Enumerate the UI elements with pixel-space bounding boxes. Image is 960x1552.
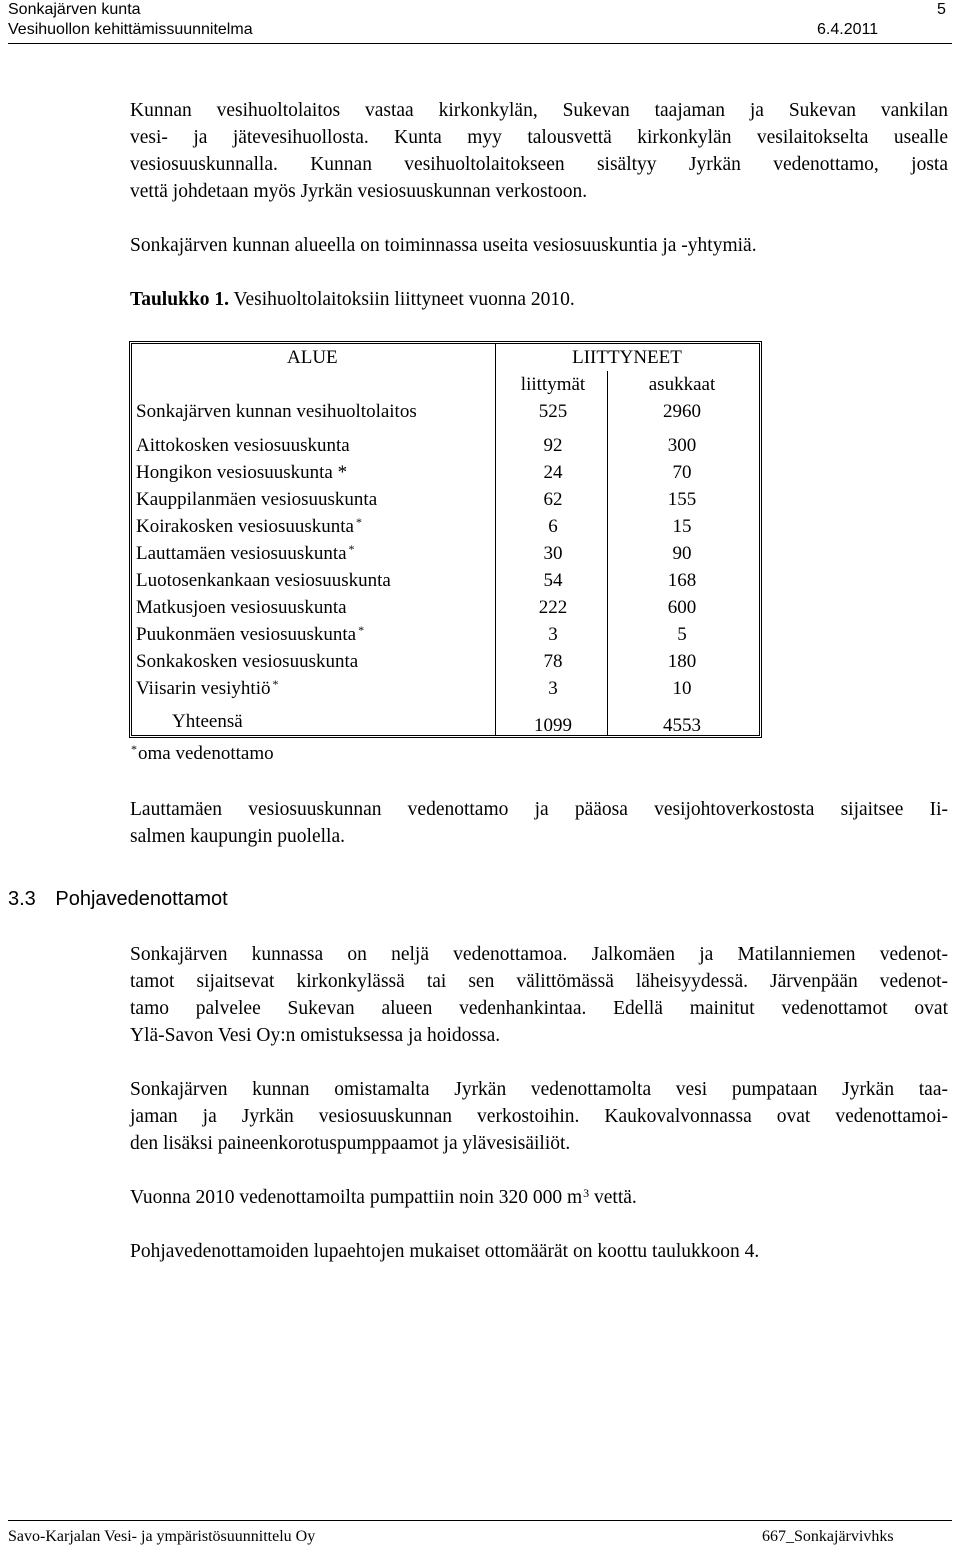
section-heading xyxy=(8,888,228,911)
page-number: 5 xyxy=(937,1,946,18)
intro-paragraph xyxy=(130,97,948,205)
section-paragraph-1 xyxy=(130,941,948,1049)
table-footnote: *oma vedenottamo xyxy=(131,742,274,764)
table-cell-connections: 30 xyxy=(543,543,563,564)
table-cell-connections: 3 xyxy=(548,624,558,645)
text-line: Ylä-Savon Vesi Oy:n omistuksessa ja hoidossa. xyxy=(130,1025,501,1046)
text-line: jaman ja Jyrkän vesiosuuskunnan verkostoihin. Kaukovalvonnassa ovat vedenottamoi- xyxy=(130,1106,948,1127)
table-cell-name: Viisarin vesiyhtiö * xyxy=(136,677,279,699)
text-line: Vuonna 2010 vedenottamoilta pumpattiin noin 320 000 m xyxy=(130,1187,583,1208)
table-cell-name: Lauttamäen vesiosuuskunta * xyxy=(136,542,355,564)
table-caption-label: Taulukko 1. xyxy=(130,289,230,310)
header-date: 6.4.2011 xyxy=(817,21,879,38)
table-cell-residents: 168 xyxy=(667,570,697,591)
text-line: Sonkajärven kunnan alueella on toiminnassa useita vesiosuuskuntia ja -yhtymiä. xyxy=(130,235,757,256)
table-cell-name: Koirakosken vesiosuuskunta * xyxy=(136,515,362,537)
table-caption-text: Vesihuoltolaitoksiin liittyneet vuonna 2010. xyxy=(233,289,575,310)
text-line: salmen kaupungin puolella. xyxy=(130,826,345,847)
column-header-residents: asukkaat xyxy=(648,374,716,395)
text-line: vettä. xyxy=(589,1187,637,1208)
text-line: Sonkajärven kunnan omistamalta Jyrkän vedenottamolta vesi pumpataan Jyrkän taa- xyxy=(130,1079,948,1100)
table-cell-name: Luotosenkankaan vesiosuuskunta xyxy=(136,570,391,591)
table-cell-residents: 180 xyxy=(667,651,697,672)
text-line: den lisäksi paineenkorotuspumppaamot ja ylävesisäiliöt. xyxy=(130,1133,571,1154)
text-line: Lauttamäen vesiosuuskunnan vedenottamo ja pääosa vesijohtoverkostosta sijaitsee Ii- xyxy=(130,799,948,820)
superscript: 3 xyxy=(583,1186,590,1200)
section-title: Pohjavedenottamot xyxy=(55,888,228,910)
text-line: vettä johdetaan myös Jyrkän vesiosuuskunnan verkostoon. xyxy=(130,181,588,202)
table-cell-name: Sonkajärven kunnan vesihuoltolaitos xyxy=(136,401,417,422)
table-cell-residents: 300 xyxy=(667,435,697,456)
table-cell-connections: 6 xyxy=(548,516,558,537)
table-cell-residents: 5 xyxy=(677,624,687,645)
table-cell-residents: 10 xyxy=(672,678,692,699)
table-cell-residents: 2960 xyxy=(663,401,701,422)
column-header-connected: LIITTYNEET xyxy=(572,347,682,368)
header-doc-title: Vesihuollon kehittämissuunnitelma xyxy=(8,21,253,38)
table-cell-name: Kauppilanmäen vesiosuuskunta xyxy=(136,489,378,510)
section-paragraph-3 xyxy=(130,1184,948,1211)
text-line: Sonkajärven kunnassa on neljä vedenottamoa. Jalkomäen ja Matilanniemen vedenot- xyxy=(130,944,948,965)
footer-rule xyxy=(8,1520,952,1521)
text-line: vesiosuuskunnalla. Kunnan vesihuoltolaitokseen sisältyy Jyrkän vedenottamo, josta xyxy=(130,154,948,175)
table-cell-connections: 92 xyxy=(543,435,563,456)
connections-table xyxy=(129,341,762,738)
intro-paragraph-2 xyxy=(130,232,948,259)
table-cell-residents: 15 xyxy=(672,516,692,537)
table-total-connections: 1099 xyxy=(534,715,572,736)
table-cell-residents: 600 xyxy=(667,597,697,618)
text-line: Kunnan vesihuoltolaitos vastaa kirkonkylän, Sukevan taajaman ja Sukevan vankilan xyxy=(130,100,948,121)
table-cell-name: Sonkakosken vesiosuuskunta xyxy=(136,651,359,672)
text-line: tamot sijaitsevat kirkonkylässä tai sen välittömässä läheisyydessä. Järvenpään vedenot- xyxy=(130,971,948,992)
table-cell-connections: 54 xyxy=(543,570,563,591)
table-caption xyxy=(130,286,948,313)
column-header-connections: liittymät xyxy=(520,374,586,395)
table-cell-name: Hongikon vesiosuuskunta * xyxy=(136,462,348,483)
text-line: Pohjavedenottamoiden lupaehtojen mukaiset ottomäärät on koottu taulukkoon 4. xyxy=(130,1241,760,1262)
table-cell-connections: 62 xyxy=(543,489,563,510)
header-rule xyxy=(8,43,952,44)
text-line: tamo palvelee Sukevan alueen vedenhankintaa. Edellä mainitut vedenottamot ovat xyxy=(130,998,948,1019)
table-cell-name: Aittokosken vesiosuuskunta xyxy=(136,435,350,456)
column-divider xyxy=(495,344,496,735)
footer-company: Savo-Karjalan Vesi- ja ympäristösuunnittelu Oy xyxy=(8,1528,316,1545)
table-cell-connections: 3 xyxy=(548,678,558,699)
table-total-label: Yhteensä xyxy=(172,711,243,732)
section-number: 3.3 xyxy=(8,888,36,910)
table-cell-residents: 155 xyxy=(667,489,697,510)
column-header-area: ALUE xyxy=(287,347,338,368)
section-paragraph-4 xyxy=(130,1238,948,1265)
header-org: Sonkajärven kunta xyxy=(8,1,141,18)
table-cell-connections: 78 xyxy=(543,651,563,672)
text-line: vesi- ja jätevesihuollosta. Kunta myy talousvettä kirkonkylän vesilaitokselta usealle xyxy=(130,127,948,148)
footer-code: 667_Sonkajärvivhks xyxy=(762,1528,894,1545)
table-cell-connections: 222 xyxy=(538,597,568,618)
table-cell-residents: 90 xyxy=(672,543,692,564)
lauttamaki-paragraph xyxy=(130,796,948,850)
section-paragraph-2 xyxy=(130,1076,948,1157)
table-total-residents: 4553 xyxy=(663,715,701,736)
table-cell-name: Puukonmäen vesiosuuskunta * xyxy=(136,623,365,645)
table-cell-name: Matkusjoen vesiosuuskunta xyxy=(136,597,347,618)
table-cell-connections: 525 xyxy=(538,401,568,422)
table-cell-connections: 24 xyxy=(543,462,563,483)
table-cell-residents: 70 xyxy=(672,462,692,483)
